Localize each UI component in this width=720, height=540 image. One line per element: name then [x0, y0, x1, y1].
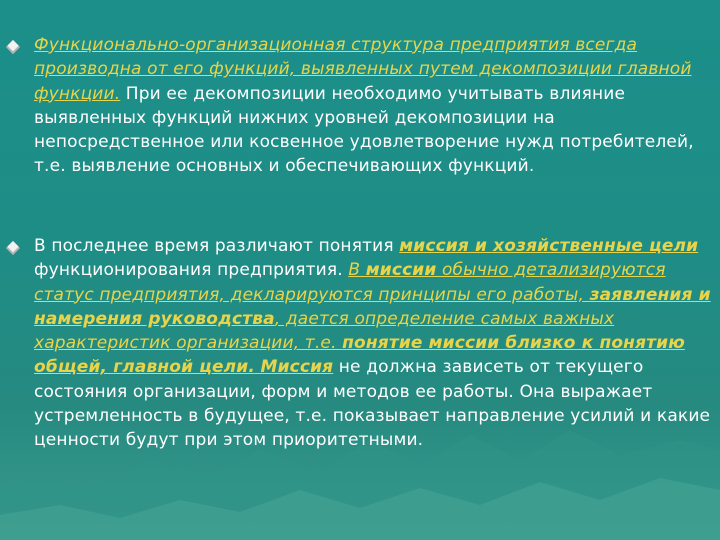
- diamond-bullet-icon: [6, 40, 20, 54]
- bullet-text-2: [34, 234, 716, 453]
- text-segment-w: При ее декомпозиции необходимо учитывать влияние выявленных функций нижних уровней декомпозиции на непосредственное или косвенное удовлетворение нужд потребителей, т.е. выявление основных и обеспечивающих функций.: [34, 83, 694, 177]
- text-segment-w: не должна зависеть от текущего состояния организации, форм и методов ее работы. Она выражает устремленность в будущее, т.е. показывает направление усилий и какие ценности будут при этом приоритетными.: [34, 357, 711, 451]
- text-segment-yb: Миссия: [260, 357, 334, 378]
- text-segment-yb: миссии: [365, 260, 437, 281]
- text-segment-yi: Функционально-организационная структура предприятия всегда производна от его функций, выявленных путем декомпозиции главной функции.: [34, 35, 692, 104]
- text-segment-w: В последнее время различают понятия: [34, 236, 400, 256]
- text-segment-yi: В: [348, 260, 366, 281]
- text-segment-yi: обычно детализируются статус предприятия, декларируются принципы его работы,: [34, 260, 666, 305]
- text-segment-yi: , дается определение самых важных характеристик организации, т.е.: [34, 308, 615, 354]
- text-segment-yb: заявления и намерения руководства: [34, 284, 711, 329]
- diamond-bullet-icon: [6, 241, 20, 255]
- bullet-text-1: [34, 33, 716, 179]
- text-segment-yb: миссия и хозяйственные цели: [399, 236, 699, 256]
- text-segment-yb: понятие миссии близко к понятию общей, главной цели.: [34, 333, 685, 378]
- text-segment-w: функционирования предприятия.: [34, 260, 349, 281]
